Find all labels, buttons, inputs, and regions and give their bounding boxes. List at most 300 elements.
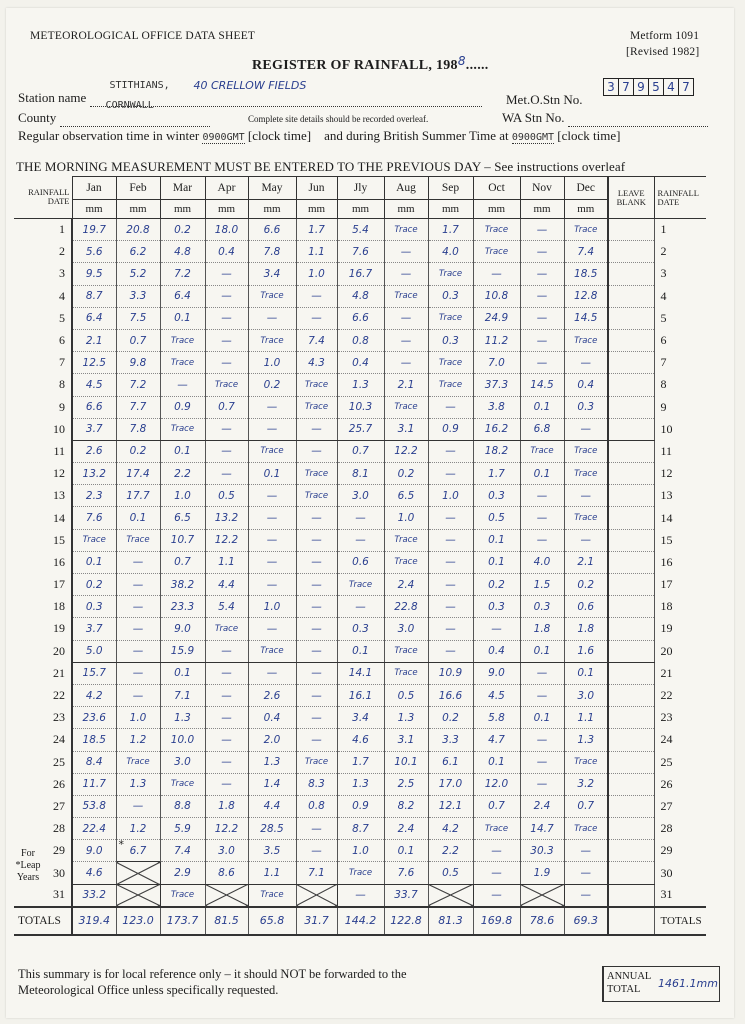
rain-cell: 53.8 bbox=[72, 795, 116, 817]
rain-cell: 5.6 bbox=[72, 241, 116, 263]
unit-label: mm bbox=[72, 200, 116, 219]
rain-cell: 8.3 bbox=[296, 773, 337, 795]
row-date: 22 bbox=[14, 684, 72, 706]
rain-cell: 10.3 bbox=[337, 396, 384, 418]
unit-label: mm bbox=[473, 200, 520, 219]
row-date: 6 bbox=[14, 329, 72, 351]
rain-cell: 0.8 bbox=[296, 795, 337, 817]
row-date: 10 bbox=[14, 418, 72, 440]
rain-cell: 37.3 bbox=[473, 374, 520, 396]
county-value: CORNWALL bbox=[105, 100, 154, 111]
rain-cell: — bbox=[296, 618, 337, 640]
row-date-right: 29 bbox=[660, 843, 673, 858]
rain-cell: 17.4 bbox=[116, 463, 160, 485]
rain-cell: Trace bbox=[160, 352, 205, 374]
row-date: 23 bbox=[14, 707, 72, 729]
month-total: 123.0 bbox=[116, 907, 160, 935]
leave-blank-header: LEAVE BLANK bbox=[608, 177, 654, 219]
rain-cell: 10.8 bbox=[473, 285, 520, 307]
rain-cell: — bbox=[205, 662, 248, 684]
rain-cell: 0.1 bbox=[384, 840, 428, 862]
annual-total-label: ANNUAL TOTAL bbox=[607, 971, 651, 995]
row-date-right: 1 bbox=[660, 222, 667, 237]
month-total: 122.8 bbox=[384, 907, 428, 935]
rain-cell: 3.1 bbox=[384, 418, 428, 440]
table-row bbox=[14, 818, 706, 840]
rain-cell: 5.4 bbox=[205, 596, 248, 618]
rain-cell: 24.9 bbox=[473, 307, 520, 329]
rain-cell: — bbox=[520, 485, 564, 507]
rain-cell: 6.5 bbox=[384, 485, 428, 507]
row-date-right: 18 bbox=[660, 599, 673, 614]
table-row bbox=[14, 440, 706, 462]
month-total: 173.7 bbox=[160, 907, 205, 935]
month-header: Sep bbox=[428, 177, 473, 200]
rain-cell: 16.2 bbox=[473, 418, 520, 440]
row-date: 7 bbox=[14, 352, 72, 374]
rain-cell: 1.0 bbox=[337, 840, 384, 862]
rain-cell: 3.0 bbox=[384, 618, 428, 640]
row-date-right: 19 bbox=[660, 621, 673, 636]
met-stn-boxes bbox=[604, 78, 694, 96]
rain-cell: 0.1 bbox=[160, 440, 205, 462]
rain-cell: 0.5 bbox=[428, 862, 473, 884]
row-date-right: 4 bbox=[660, 288, 667, 303]
rain-cell: 3.0 bbox=[205, 840, 248, 862]
rainfall-table bbox=[14, 176, 706, 936]
rain-cell: 0.3 bbox=[473, 485, 520, 507]
rain-cell: 6.5 bbox=[160, 507, 205, 529]
rain-cell: 8.7 bbox=[72, 285, 116, 307]
rain-cell: 4.6 bbox=[337, 729, 384, 751]
rain-cell: 1.0 bbox=[116, 707, 160, 729]
table-row bbox=[14, 307, 706, 329]
rain-cell: 11.7 bbox=[72, 773, 116, 795]
rain-cell: 1.3 bbox=[248, 751, 296, 773]
rain-cell: 0.1 bbox=[520, 707, 564, 729]
rain-cell: — bbox=[296, 640, 337, 662]
rain-cell: 28.5 bbox=[248, 818, 296, 840]
rain-cell: 0.4 bbox=[337, 352, 384, 374]
rain-cell: — bbox=[205, 329, 248, 351]
rain-cell: 1.7 bbox=[296, 219, 337, 241]
row-date-right: 15 bbox=[660, 532, 673, 547]
row-date: 28 bbox=[14, 818, 72, 840]
rain-cell: Trace bbox=[248, 640, 296, 662]
rain-cell: 6.4 bbox=[72, 307, 116, 329]
row-date-right: 28 bbox=[660, 821, 673, 836]
rain-cell: Trace bbox=[428, 374, 473, 396]
rain-cell: 3.8 bbox=[473, 396, 520, 418]
rain-cell: 33.2 bbox=[72, 884, 116, 907]
unit-label: mm bbox=[520, 200, 564, 219]
rain-cell: 7.2 bbox=[116, 374, 160, 396]
rain-cell: 0.7 bbox=[160, 551, 205, 573]
rain-cell: — bbox=[296, 307, 337, 329]
unit-label: mm bbox=[564, 200, 608, 219]
rain-cell: 2.6 bbox=[72, 440, 116, 462]
rain-cell: 0.5 bbox=[384, 684, 428, 706]
rain-cell: 7.2 bbox=[160, 263, 205, 285]
rain-cell: — bbox=[296, 818, 337, 840]
table-row bbox=[14, 485, 706, 507]
row-date-right: 10 bbox=[660, 421, 673, 436]
rain-cell: Trace bbox=[384, 551, 428, 573]
row-date-right: 13 bbox=[660, 488, 673, 503]
rain-cell: 3.3 bbox=[116, 285, 160, 307]
rain-cell: 3.1 bbox=[384, 729, 428, 751]
rain-cell: Trace bbox=[384, 529, 428, 551]
site-note: Complete site details should be recorded overleaf. bbox=[248, 114, 429, 124]
crossed-cell bbox=[296, 884, 337, 907]
rain-cell: 2.1 bbox=[384, 374, 428, 396]
rain-cell: 0.4 bbox=[564, 374, 608, 396]
rain-cell: 0.7 bbox=[337, 440, 384, 462]
leave-blank-cell bbox=[608, 707, 654, 729]
rain-cell: 7.8 bbox=[248, 241, 296, 263]
month-header: Mar bbox=[160, 177, 205, 200]
rain-cell: 6.6 bbox=[248, 219, 296, 241]
rain-cell: 5.4 bbox=[337, 219, 384, 241]
rain-cell: 0.1 bbox=[520, 396, 564, 418]
row-date-right: 2 bbox=[660, 244, 667, 259]
rain-cell: — bbox=[564, 840, 608, 862]
unit-label: mm bbox=[296, 200, 337, 219]
rain-cell: 8.1 bbox=[337, 463, 384, 485]
rain-cell: 0.2 bbox=[248, 374, 296, 396]
footer-note: This summary is for local reference only – it should NOT be forwarded to the Meteorological Office unless specifically requested. bbox=[18, 967, 407, 997]
month-total: 78.6 bbox=[520, 907, 564, 935]
month-header: Apr bbox=[205, 177, 248, 200]
table-row bbox=[14, 640, 706, 662]
rain-cell: — bbox=[205, 684, 248, 706]
rain-cell: — bbox=[296, 707, 337, 729]
rain-cell: 15.7 bbox=[72, 662, 116, 684]
rain-cell: — bbox=[520, 307, 564, 329]
rain-cell: 4.0 bbox=[428, 241, 473, 263]
table-row bbox=[14, 463, 706, 485]
rain-cell: 0.1 bbox=[520, 463, 564, 485]
crossed-cell bbox=[428, 884, 473, 907]
leave-blank-cell bbox=[608, 219, 654, 241]
totals-label: TOTALS bbox=[14, 907, 72, 935]
rain-cell: 5.0 bbox=[72, 640, 116, 662]
rain-cell: — bbox=[296, 684, 337, 706]
month-header: Feb bbox=[116, 177, 160, 200]
rain-cell: 16.6 bbox=[428, 684, 473, 706]
month-header: Jly bbox=[337, 177, 384, 200]
rain-cell: 1.0 bbox=[428, 485, 473, 507]
rain-cell: — bbox=[248, 618, 296, 640]
rain-cell: 1.3 bbox=[116, 773, 160, 795]
rain-cell: 7.6 bbox=[384, 862, 428, 884]
row-date: 20 bbox=[14, 640, 72, 662]
rain-cell: — bbox=[248, 551, 296, 573]
leap-star: * bbox=[118, 839, 124, 852]
row-date-right: 14 bbox=[660, 510, 673, 525]
table-row bbox=[14, 596, 706, 618]
rain-cell: 1.3 bbox=[160, 707, 205, 729]
rain-cell: 22.4 bbox=[72, 818, 116, 840]
leave-blank-cell bbox=[608, 773, 654, 795]
rain-cell: — bbox=[520, 285, 564, 307]
rain-cell: — bbox=[296, 596, 337, 618]
month-total: 31.7 bbox=[296, 907, 337, 935]
rain-cell: 12.2 bbox=[384, 440, 428, 462]
rain-cell: 2.0 bbox=[248, 729, 296, 751]
table-row bbox=[14, 551, 706, 573]
rain-cell: — bbox=[205, 707, 248, 729]
rain-cell: Trace bbox=[205, 374, 248, 396]
rain-cell: — bbox=[564, 485, 608, 507]
rain-cell: — bbox=[296, 551, 337, 573]
rain-cell: 4.8 bbox=[337, 285, 384, 307]
rain-cell: — bbox=[473, 618, 520, 640]
rain-cell: 2.4 bbox=[384, 818, 428, 840]
rain-cell: 23.3 bbox=[160, 596, 205, 618]
month-total: 169.8 bbox=[473, 907, 520, 935]
rain-cell: 23.6 bbox=[72, 707, 116, 729]
rain-cell: 0.6 bbox=[564, 596, 608, 618]
row-date: 17 bbox=[14, 574, 72, 596]
rain-cell: — bbox=[296, 529, 337, 551]
rain-cell: 12.2 bbox=[205, 818, 248, 840]
row-date-right: 25 bbox=[660, 754, 673, 769]
rain-cell: 2.4 bbox=[384, 574, 428, 596]
rain-cell: 5.8 bbox=[473, 707, 520, 729]
rain-cell: 14.5 bbox=[520, 374, 564, 396]
rain-cell: — bbox=[473, 840, 520, 862]
row-date: 12 bbox=[14, 463, 72, 485]
rain-cell: 22.8 bbox=[384, 596, 428, 618]
rain-cell: 0.1 bbox=[116, 507, 160, 529]
rain-cell: 1.4 bbox=[248, 773, 296, 795]
rain-cell: 6.1 bbox=[428, 751, 473, 773]
rain-cell: 0.1 bbox=[473, 529, 520, 551]
rain-cell: Trace bbox=[160, 329, 205, 351]
rain-cell: 0.3 bbox=[337, 618, 384, 640]
rain-cell: 8.6 bbox=[205, 862, 248, 884]
rain-cell: 4.6 bbox=[72, 862, 116, 884]
rain-cell: — bbox=[520, 662, 564, 684]
rain-cell: 18.0 bbox=[205, 219, 248, 241]
rain-cell: 14.5 bbox=[564, 307, 608, 329]
rain-cell: — bbox=[116, 574, 160, 596]
rain-cell: — bbox=[564, 529, 608, 551]
leave-blank-cell bbox=[608, 440, 654, 462]
row-date: 14 bbox=[14, 507, 72, 529]
rain-cell: — bbox=[116, 618, 160, 640]
leap-year-note: For *Leap Years bbox=[15, 848, 41, 883]
row-date: 18 bbox=[14, 596, 72, 618]
form-revision: [Revised 1982] bbox=[626, 46, 700, 58]
leave-blank-cell bbox=[608, 729, 654, 751]
rain-cell: 0.1 bbox=[473, 551, 520, 573]
rain-cell: 9.0 bbox=[473, 662, 520, 684]
month-header: Jun bbox=[296, 177, 337, 200]
rain-cell: 6.2 bbox=[116, 241, 160, 263]
row-date-right: 3 bbox=[660, 266, 667, 281]
rain-cell: — bbox=[205, 463, 248, 485]
rain-cell: Trace bbox=[384, 285, 428, 307]
row-date-right: 23 bbox=[660, 710, 673, 725]
rain-cell: 17.7 bbox=[116, 485, 160, 507]
rain-cell: 4.4 bbox=[248, 795, 296, 817]
rain-value: 6.7 bbox=[129, 844, 147, 857]
obs-summer-value: 0900GMT bbox=[511, 132, 555, 143]
table-row bbox=[14, 285, 706, 307]
crossed-cell bbox=[116, 884, 160, 907]
rain-cell: 1.2 bbox=[116, 818, 160, 840]
row-date: 19 bbox=[14, 618, 72, 640]
leave-blank-cell bbox=[608, 551, 654, 573]
rain-cell: 0.3 bbox=[428, 329, 473, 351]
rain-cell: 7.5 bbox=[116, 307, 160, 329]
month-total: 319.4 bbox=[72, 907, 116, 935]
leave-blank-cell bbox=[608, 329, 654, 351]
rain-cell: 7.1 bbox=[296, 862, 337, 884]
rain-cell: 0.4 bbox=[473, 640, 520, 662]
rain-cell: 0.5 bbox=[473, 507, 520, 529]
rain-cell: Trace bbox=[564, 751, 608, 773]
rain-cell: 6.4 bbox=[160, 285, 205, 307]
rain-cell: 0.2 bbox=[72, 574, 116, 596]
leave-blank-cell bbox=[608, 640, 654, 662]
rain-cell: — bbox=[428, 551, 473, 573]
county-label: County bbox=[18, 110, 57, 125]
rain-cell: Trace bbox=[564, 507, 608, 529]
date-header-right: RAINFALL DATE bbox=[654, 177, 706, 219]
rain-cell: 0.2 bbox=[116, 440, 160, 462]
table-row bbox=[14, 529, 706, 551]
rain-cell: Trace bbox=[473, 219, 520, 241]
row-date-right: 12 bbox=[660, 466, 673, 481]
leave-blank-cell bbox=[608, 307, 654, 329]
rain-cell: — bbox=[248, 485, 296, 507]
rain-cell: 0.4 bbox=[205, 241, 248, 263]
rain-cell: 8.2 bbox=[384, 795, 428, 817]
rain-cell: 3.5 bbox=[248, 840, 296, 862]
rain-cell: 0.2 bbox=[428, 707, 473, 729]
rain-cell: 3.2 bbox=[564, 773, 608, 795]
rain-cell: 1.7 bbox=[428, 219, 473, 241]
rain-cell: — bbox=[428, 396, 473, 418]
rain-cell: — bbox=[248, 662, 296, 684]
unit-label: mm bbox=[248, 200, 296, 219]
rain-cell: 10.1 bbox=[384, 751, 428, 773]
rain-cell: Trace bbox=[337, 574, 384, 596]
annual-total-value: 1461.1mm bbox=[658, 977, 718, 990]
row-date: 2 bbox=[14, 241, 72, 263]
rain-cell: — bbox=[520, 729, 564, 751]
unit-label: mm bbox=[116, 200, 160, 219]
rain-cell: — bbox=[205, 418, 248, 440]
rain-cell: Trace bbox=[384, 219, 428, 241]
leave-blank-cell bbox=[608, 818, 654, 840]
leave-blank-cell bbox=[608, 529, 654, 551]
rain-cell: 3.4 bbox=[337, 707, 384, 729]
rain-cell: Trace bbox=[248, 285, 296, 307]
leave-blank-cell bbox=[608, 241, 654, 263]
rain-cell: Trace bbox=[384, 662, 428, 684]
row-date-right: 22 bbox=[660, 688, 673, 703]
rain-cell: 9.5 bbox=[72, 263, 116, 285]
leave-blank-cell bbox=[608, 596, 654, 618]
month-header: Oct bbox=[473, 177, 520, 200]
rain-cell: 18.2 bbox=[473, 440, 520, 462]
rain-cell: Trace bbox=[160, 418, 205, 440]
table-row bbox=[14, 418, 706, 440]
leave-blank-cell bbox=[608, 862, 654, 884]
month-total: 65.8 bbox=[248, 907, 296, 935]
rain-cell: — bbox=[520, 773, 564, 795]
rain-cell: — bbox=[520, 263, 564, 285]
row-date: 30 bbox=[14, 862, 72, 884]
row-date-right: 27 bbox=[660, 798, 673, 813]
table-row bbox=[14, 751, 706, 773]
rain-cell: — bbox=[473, 884, 520, 907]
rain-cell: — bbox=[248, 396, 296, 418]
row-date-right: 26 bbox=[660, 776, 673, 791]
wa-stn-label: WA Stn No. bbox=[502, 110, 565, 125]
rain-cell: 3.0 bbox=[160, 751, 205, 773]
rain-cell: — bbox=[205, 773, 248, 795]
rain-cell: — bbox=[160, 374, 205, 396]
rain-cell: 1.8 bbox=[520, 618, 564, 640]
month-total: 69.3 bbox=[564, 907, 608, 935]
rain-cell: 0.4 bbox=[248, 707, 296, 729]
rain-cell: Trace bbox=[116, 751, 160, 773]
rain-cell: 2.3 bbox=[72, 485, 116, 507]
rain-cell: 12.2 bbox=[205, 529, 248, 551]
rain-cell: — bbox=[116, 662, 160, 684]
row-date: 1 bbox=[14, 219, 72, 241]
rain-cell: — bbox=[116, 684, 160, 706]
rain-cell: — bbox=[296, 840, 337, 862]
rain-cell: — bbox=[205, 263, 248, 285]
rain-cell bbox=[116, 840, 160, 862]
date-header-left: RAINFALL DATE bbox=[14, 177, 72, 219]
row-date: 5 bbox=[14, 307, 72, 329]
rain-cell: Trace bbox=[337, 862, 384, 884]
table-row bbox=[14, 773, 706, 795]
wa-stn-field bbox=[568, 110, 708, 127]
rain-cell: 33.7 bbox=[384, 884, 428, 907]
rain-cell: — bbox=[473, 862, 520, 884]
table-row bbox=[14, 219, 706, 241]
rain-cell: 14.7 bbox=[520, 818, 564, 840]
rain-cell: 30.3 bbox=[520, 840, 564, 862]
rain-cell: 1.1 bbox=[296, 241, 337, 263]
rain-cell: 2.1 bbox=[72, 329, 116, 351]
met-stn-label: Met.O.Stn No. bbox=[506, 92, 583, 107]
rain-cell: 10.0 bbox=[160, 729, 205, 751]
rain-cell: 0.9 bbox=[160, 396, 205, 418]
row-date-right: 20 bbox=[660, 643, 673, 658]
rain-cell: 14.1 bbox=[337, 662, 384, 684]
rain-cell: 2.4 bbox=[520, 795, 564, 817]
rain-cell: 1.7 bbox=[473, 463, 520, 485]
rain-cell: 0.3 bbox=[473, 596, 520, 618]
row-date-right: 17 bbox=[660, 577, 673, 592]
rain-cell: 8.4 bbox=[72, 751, 116, 773]
leave-blank-cell bbox=[608, 840, 654, 862]
county-row bbox=[18, 100, 210, 127]
rain-cell: 13.2 bbox=[205, 507, 248, 529]
rain-cell: 0.3 bbox=[520, 596, 564, 618]
crossed-cell bbox=[205, 884, 248, 907]
row-date-right: 8 bbox=[660, 377, 667, 392]
